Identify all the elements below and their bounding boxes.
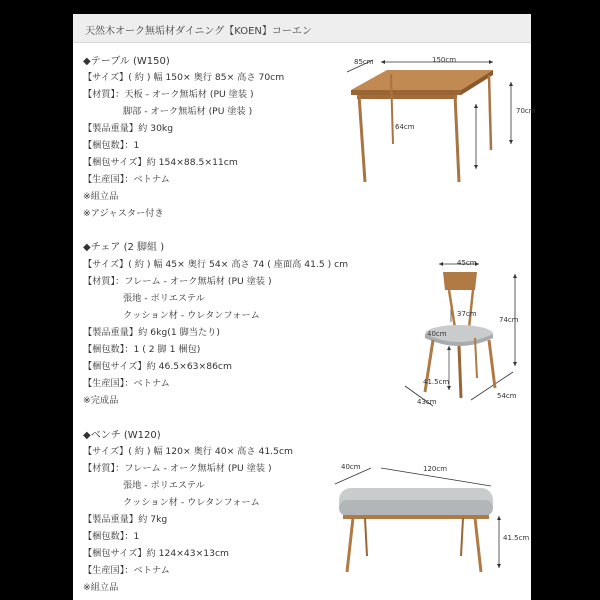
spec-sheet (73, 14, 536, 600)
page-title: 天然木オーク無垢材ダイニング【KOEN】コーエン (85, 26, 312, 37)
bench-spec-line: 【梱包サイズ】約 124×43×13cm (83, 548, 229, 559)
chair-seat-height-label: 41.5cm (423, 378, 450, 386)
chair-seat-width-label: 40cm (427, 330, 447, 338)
chair-width-label: 45cm (457, 259, 477, 267)
chair-spec-line: 【梱包数】：1 ( 2 脚 1 梱包) (83, 344, 201, 355)
table-spec-line: 【梱包サイズ】約 154×88.5×11cm (83, 157, 238, 168)
table-spec-line: 【材質】：天板 - オーク無垢材 (PU 塗装 ) (83, 89, 254, 100)
chair-height-label: 74cm (499, 316, 519, 324)
table-illustration (343, 54, 528, 194)
bench-spec-line: ※組立品 (83, 582, 119, 593)
bench-height-label: 41.5cm (503, 534, 530, 542)
chair-spec-line: 【梱包サイズ】約 46.5×63×86cm (83, 361, 232, 372)
table-height-label: 70cm (516, 107, 536, 115)
chair-spec-line: 張地 - ポリエステル (123, 293, 205, 304)
chair-spec-line: 【材質】：フレーム - オーク無垢材 (PU 塗装 ) (83, 276, 272, 287)
chair-title: ◆チェア (2 脚組 ) (83, 242, 165, 253)
bench-spec-line: 【梱包数】：1 (83, 531, 140, 542)
table-width-label: 150cm (432, 56, 457, 64)
chair-illustration (403, 250, 528, 410)
table-leg-label: 64cm (395, 123, 415, 131)
chair-bottom-label: 43cm (417, 398, 437, 406)
table-spec-line: 【製品重量】約 30kg (83, 123, 174, 134)
bench-spec-line: 【製品重量】約 7kg (83, 514, 168, 525)
chair-spec-line: ※完成品 (83, 395, 119, 406)
table-depth-label: 85cm (354, 58, 374, 66)
bench-spec-line: 【生産国】：ベトナム (83, 565, 170, 576)
table-title: ◆テーブル (W150) (83, 56, 170, 67)
chair-spec-line: 【サイズ】( 約 ) 幅 45× 奥行 54× 高さ 74 ( 座面高 41.5 ) cm (83, 259, 349, 270)
bench-title: ◆ベンチ (W120) (83, 430, 161, 441)
bench-spec-line: 張地 - ポリエステル (123, 480, 205, 491)
page-header (73, 14, 531, 43)
chair-spec-line: 【製品重量】約 6kg(1 脚当たり) (83, 327, 220, 338)
bench-depth-label: 40cm (341, 463, 361, 471)
table-spec-line: ※組立品 (83, 191, 119, 202)
bench-width-label: 120cm (423, 465, 448, 473)
bench-spec-line: 【サイズ】( 約 ) 幅 120× 奥行 40× 高さ 41.5cm (83, 446, 293, 457)
chair-spec-line: 【生産国】：ベトナム (83, 378, 170, 389)
chair-depth-label: 54cm (497, 392, 517, 400)
table-spec-line: 【生産国】：ベトナム (83, 174, 170, 185)
table-spec-line: 脚部 - オーク無垢材 (PU 塗装 ) (123, 106, 253, 117)
bench-spec-line: クッション材 - ウレタンフォーム (123, 497, 260, 508)
table-spec-line: ※アジャスター付き (83, 208, 164, 219)
table-spec-line: 【サイズ】( 約 ) 幅 150× 奥行 85× 高さ 70cm (83, 72, 285, 83)
table-spec-line: 【梱包数】：1 (83, 140, 140, 151)
bench-spec-line: 【材質】：フレーム - オーク無垢材 (PU 塗装 ) (83, 463, 272, 474)
chair-back-label: 37cm (457, 310, 477, 318)
bench-illustration (331, 460, 521, 580)
chair-spec-line: クッション材 - ウレタンフォーム (123, 310, 260, 321)
